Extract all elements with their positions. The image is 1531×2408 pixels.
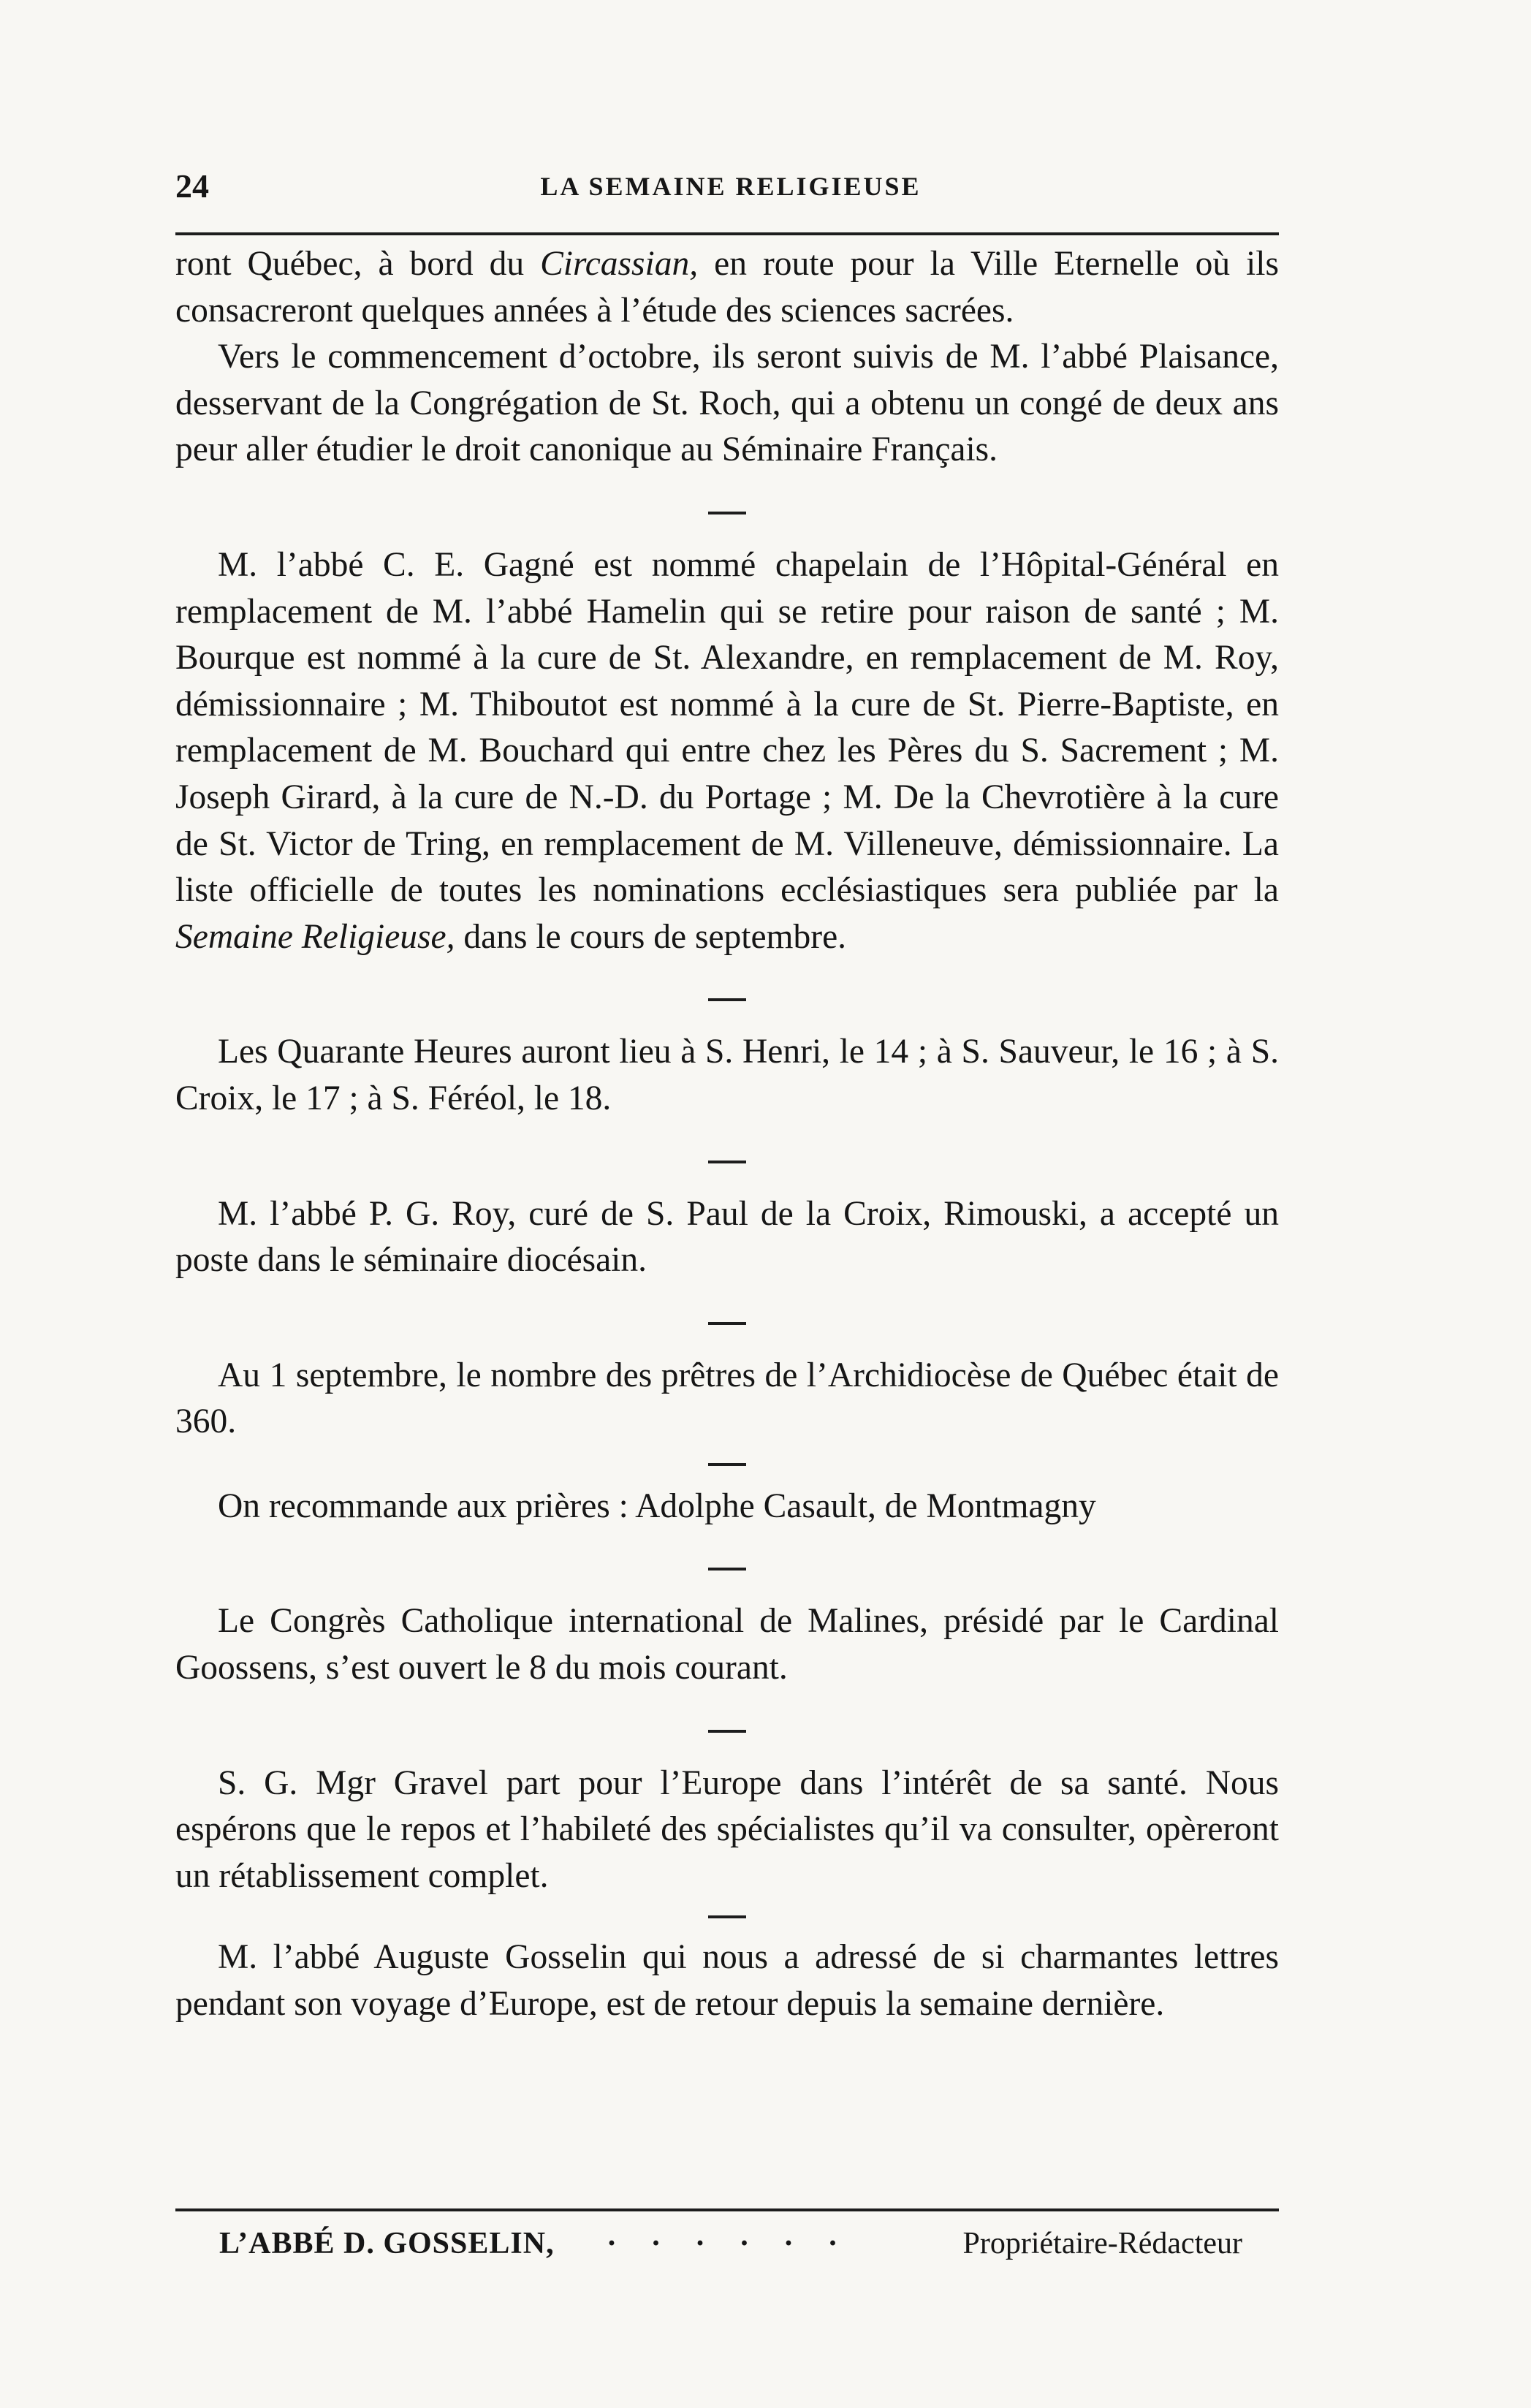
section-separator: [708, 512, 746, 514]
section-separator: [708, 1568, 746, 1570]
article-body: [175, 241, 1279, 2028]
section-separator: [708, 1322, 746, 1325]
paragraph: ront Québec, à bord du Circassian, en route pour la Ville Eternelle où ils consacreront quelques années à l’étude des sciences sacrées.: [175, 245, 1279, 330]
paragraph: M. l’abbé Auguste Gosselin qui nous a adressé de si charmantes lettres pendant son voyage d’Europe, est de retour depuis la semaine dernière.: [175, 1938, 1279, 2024]
section-separator: [708, 1915, 746, 1918]
editor-role: Propriétaire-Rédacteur: [962, 2227, 1242, 2260]
page-header: [175, 167, 1286, 210]
paragraph: S. G. Mgr Gravel part pour l’Europe dans l’intérêt de sa santé. Nous espérons que le repos et l’habileté des spécialistes qu’il va consulter, opèreront un rétablissement complet.: [175, 1763, 1279, 1895]
section-separator: [708, 998, 746, 1001]
paragraph: Vers le commencement d’octobre, ils seront suivis de M. l’abbé Plaisance, desservant de la Congrégation de St. Roch, qui a obtenu un congé de deux ans peur aller étudier le droit canonique au Séminaire Français.: [175, 338, 1279, 469]
section-separator: [708, 1463, 746, 1466]
footer-rule: [175, 2208, 1279, 2211]
header-rule: [175, 232, 1279, 235]
paragraph: On recommande aux prières : Adolphe Casault, de Montmagny: [218, 1486, 1096, 1525]
section-separator: [708, 1730, 746, 1733]
paragraph: M. l’abbé P. G. Roy, curé de S. Paul de la Croix, Rimouski, a accepté un poste dans le séminaire diocésain.: [175, 1194, 1279, 1280]
page-footer: [219, 2226, 1242, 2270]
section-separator: [708, 1161, 746, 1163]
running-title: LA SEMAINE RELIGIEUSE: [540, 172, 922, 201]
page-number: 24: [175, 167, 209, 205]
paragraph: M. l’abbé C. E. Gagné est nommé chapelain de l’Hôpital-Général en remplacement de M. l’abbé Hamelin qui se retire pour raison de santé ; M. Bourque est nommé à la cure de St. Alexandre, en remplacement de M. Roy, démissionnaire ; M. Thiboutot est nommé à la cure de St. Pierre-Baptiste, en remplacement de M. Bouchard qui entre chez les Pères du S. Sacrement ; M. Joseph Girard, à la cure de N.-D. du Portage ; M. De la Chevrotière à la cure de St. Victor de Tring, en remplacement de M. Villeneuve, démissionnaire. La liste officielle de toutes les nominations ecclésiastiques sera publiée par la Semaine Religieuse, dans le cours de septembre.: [175, 545, 1279, 956]
editor-name: L’ABBÉ D. GOSSELIN,: [219, 2227, 555, 2260]
leader-dots: · · · · · ·: [607, 2227, 851, 2260]
paragraph: Le Congrès Catholique international de Malines, présidé par le Cardinal Goossens, s’est ouvert le 8 du mois courant.: [175, 1602, 1279, 1687]
paragraph: Au 1 septembre, le nombre des prêtres de l’Archidiocèse de Québec était de 360.: [175, 1356, 1279, 1441]
paragraph: Les Quarante Heures auront lieu à S. Henri, le 14 ; à S. Sauveur, le 16 ; à S. Croix, le 17 ; à S. Féréol, le 18.: [175, 1033, 1279, 1117]
